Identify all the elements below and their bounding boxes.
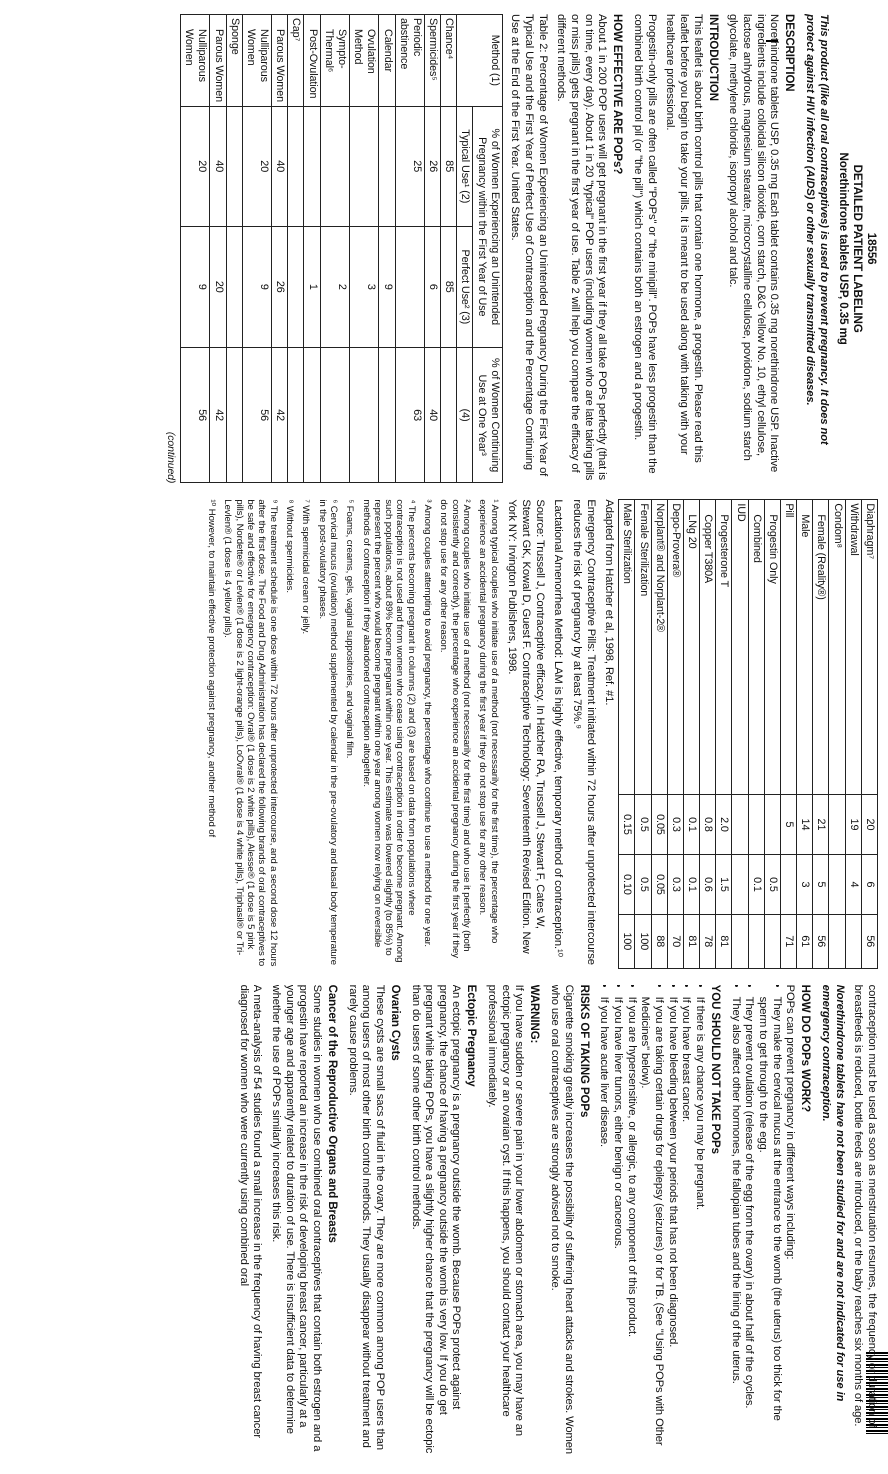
cell-continuing: 56: [813, 914, 829, 968]
footnote: ⁶ Cervical mucus (ovulation) method supplemented by calendar in the pre-ovulatory and basal body temperature in the post-ovulatory phases.: [316, 499, 339, 965]
cell-perfect: 6: [424, 226, 440, 347]
cell-continuing: 81: [716, 914, 732, 968]
warning-text: If you have sudden or severe pain in your lower abdomen or stomach area, you may have an ectopic pregnancy or an ovarian cyst. If this happens, you should contact your healthcare professional immediately.: [486, 984, 526, 1437]
footnote: ¹ Among typical couples who initiate use of a method (not necessarily for the first time), the percentage who experience an accidental pregnancy during the first year if they do not stop use for any other reason.: [477, 499, 500, 944]
continued-note: (continued): [165, 431, 178, 484]
table-row: [732, 500, 748, 968]
list-item: • If you have acute liver disease.: [597, 997, 611, 1454]
cell-perfect: 0.3: [667, 854, 683, 914]
cell-typical: 85: [441, 106, 457, 226]
cell-typical: [829, 794, 845, 854]
cell-method: Sponge: [226, 15, 242, 107]
cell-continuing: 100: [635, 914, 651, 968]
cell-method: Periodic abstinence: [395, 15, 424, 107]
cell-perfect: [732, 854, 748, 914]
emergency-note: Emergency Contraceptive Pills: Treatment initiated within 72 hours after unprotected intercourse reduces the risk of pregnancy by at least 75%.⁹: [570, 499, 597, 965]
table-row: [700, 500, 716, 968]
cell-typical: 0.5: [635, 794, 651, 854]
footnote: ¹⁰ However, to maintain effective protection against pregnancy, another method of: [206, 499, 218, 838]
cell-method: Nulliparous Women: [181, 15, 210, 107]
cell-continuing: [226, 347, 242, 482]
cell-typical: 26: [424, 106, 440, 226]
document-code: 18556: [865, 232, 878, 265]
effective-text: About 1 in 200 POP users will get pregnant in the first year if they all take POPs perfectly (that is on time, every day). About 1 in 20 "typical" POP users (including women who are late taking pills or miss pills) gets pregnant in the first year of use. Table 2 will help you compare the efficacy of different methods.: [555, 14, 609, 481]
cell-continuing: [288, 347, 304, 482]
cell-continuing: [379, 347, 395, 482]
cell-perfect: 0.1: [748, 854, 764, 914]
cell-continuing: 40: [424, 347, 440, 482]
table-row: [350, 15, 379, 483]
cell-perfect: 1: [304, 226, 320, 347]
cell-perfect: 0.10: [619, 854, 635, 914]
cell-continuing: [732, 914, 748, 968]
cell-continuing: 78: [700, 914, 716, 968]
cysts-text: These cysts are small sacs of fluid in the ovary. They are more common among POP users than among users of most other birth control methods. They usually disappear without treatment and rarely cause problems.: [346, 984, 386, 1450]
cell-continuing: 56: [181, 347, 210, 482]
introduction-paragraph-1: This leaflet is about birth control pills that contain one hormone, a progestin. Please read this leaflet before you begin to take your pills. It is meant to be used along with talking with your healthcare professional.: [664, 14, 704, 463]
cell-method: Parous Women: [210, 15, 226, 107]
cell-method: Post-Ovulation: [304, 15, 320, 107]
not-take-heading: YOU SHOULD NOT TAKE POPs: [709, 984, 722, 1154]
cell-typical: [732, 794, 748, 854]
cell-method: Diaphragm⁷: [861, 500, 877, 795]
ectopic-text: An ectopic pregnancy is a pregnancy outside the womb. Because POPs protect against pregnancy, the chance of having a pregnancy outside the womb is very low. If you do get pregnant while taking POPs, you have a slightly higher chance that the pregnancy will be ectopic than do users of some other birth control methods.: [409, 984, 463, 1454]
cell-method: Depo-Provera®: [667, 500, 683, 795]
cell-typical: [748, 794, 764, 854]
table-row: [651, 500, 667, 968]
table-row: [764, 500, 780, 968]
effective-heading: HOW EFFECTIVE ARE POPs?: [611, 14, 624, 175]
list-item: • If there is any chance you may be pregnant.: [692, 997, 706, 1454]
cell-typical: 5: [780, 794, 796, 854]
list-item: • If you have liver tumors, either benign or cancerous.: [610, 997, 624, 1454]
cell-perfect: 0.6: [700, 854, 716, 914]
cell-continuing: 42: [272, 347, 288, 482]
cell-typical: [764, 794, 780, 854]
table-row: [797, 500, 813, 968]
ectopic-heading: Ectopic Pregnancy: [465, 984, 478, 1087]
cell-perfect: 85: [441, 226, 457, 347]
list-item: • They make the cervical mucus at the entrance to the womb (the uterus) too thick for the sperm to get through to the egg.: [755, 997, 782, 1454]
cell-typical: 40: [272, 106, 288, 226]
cell-method: Ovulation Method: [350, 15, 379, 107]
table-row: [226, 15, 242, 483]
cell-typical: [304, 106, 320, 226]
cell-perfect: 5: [813, 854, 829, 914]
cancer-text: Some studies in women who use combined oral contraceptives that contain both estrogen and a progestin have reported an increase in the risk of developing breast cancer, particularly at a younger age and apparently related to duration of use. There is insufficient data to determine whether the use of POPs similarly increases this risk.: [269, 984, 323, 1452]
not-take-list: [597, 985, 706, 1454]
table-row: [210, 15, 226, 483]
list-item: • If you are taking certain drugs for epilepsy (seizures) or for TB. (See "Using POPs with Other Medicines" below).: [638, 997, 665, 1454]
cell-method: Calendar: [379, 15, 395, 107]
cell-perfect: [395, 226, 424, 347]
table-row: [845, 500, 861, 968]
cell-typical: 20: [181, 106, 210, 226]
table-row: [320, 15, 349, 483]
footnote: ³ Among couples attempting to avoid pregnancy, the percentage who continue to use a method for one year.: [422, 499, 434, 947]
cell-continuing: [748, 914, 764, 968]
lam-note: Lactational Amenorrhea Method: LAM is highly effective, temporary method of contraception.¹⁰: [552, 499, 565, 958]
table-row: [683, 500, 699, 968]
cell-method: Chance⁴: [441, 15, 457, 107]
table-row: [861, 500, 877, 968]
table-row: [813, 500, 829, 968]
cell-perfect: 0.1: [683, 854, 699, 914]
cell-method: Copper T380A: [700, 500, 716, 795]
cell-continuing: 81: [683, 914, 699, 968]
cell-method: Sympto-Thermal⁶: [320, 15, 349, 107]
adapted-note: Adapted from Hatcher et al, 1998, Ref. #1.: [603, 499, 616, 706]
cell-continuing: 70: [667, 914, 683, 968]
cell-typical: [226, 106, 242, 226]
cell-perfect: 4: [845, 854, 861, 914]
cell-continuing: [764, 914, 780, 968]
meta-analysis-text: A meta-analysis of 54 studies found a small increase in the frequency of having breast cancer diagnosed for women who were currently using combined oral: [237, 984, 264, 1439]
cell-continuing: [350, 347, 379, 482]
cell-typical: 20: [861, 794, 877, 854]
cell-continuing: 61: [797, 914, 813, 968]
footnote: ⁴ The percents becoming pregnant in columns (2) and (3) are based on data from populations where contraception is not used and from women who cease using contraception in order to become pregnant. Among such populations, about 89% become pregnant within one year. This estimate was lowered slightly (to 85%) to represent the percent who would become pregnant within one year among women now relying on reversible methods of contraception if they abandoned contraception altogether.: [360, 499, 417, 963]
footnote: ⁸ Without spermicides.: [283, 499, 295, 593]
cell-perfect: 2: [320, 226, 349, 347]
cell-perfect: 6: [861, 854, 877, 914]
cell-perfect: [288, 226, 304, 347]
cell-method: LNg 20: [683, 500, 699, 795]
cell-method: Condom⁸: [829, 500, 845, 795]
column-1: [18, 14, 878, 483]
cell-continuing: 56: [242, 347, 271, 482]
table-row: [441, 15, 457, 483]
cell-perfect: 20: [210, 226, 226, 347]
cell-method: Progesterone T: [716, 500, 732, 795]
list-item: • If you have bleeding between your periods that has not been diagnosed.: [665, 997, 679, 1454]
cell-typical: 0.05: [651, 794, 667, 854]
table-row: [635, 500, 651, 968]
cell-perfect: 1.5: [716, 854, 732, 914]
cell-continuing: 56: [861, 914, 877, 968]
cell-method: Cap⁷: [288, 15, 304, 107]
table-row: [424, 15, 440, 483]
introduction-paragraph-2: Progestin-only pills are often called "POPs" or "the minipill". POPs have less progestin than the combined birth control pil (or "the pill") which contains both an estrogen and a progestin.: [631, 14, 658, 474]
table-row: [181, 15, 210, 483]
table-header-group: % of Women Experiencing an Unintended Pregnancy within the First Year of Use: [473, 106, 502, 347]
footnote: ² Among couples who initiate use of a method (not necessarily for the first time) and who use it perfectly (both consistently and correctly), the percentage who experience an accidental pregnancy during the first year if they do not stop use for any other reason.: [438, 499, 473, 958]
cell-perfect: 0.5: [635, 854, 651, 914]
table-header-col4: (4): [457, 347, 473, 482]
cell-method: Male Sterilization: [619, 500, 635, 795]
cell-perfect: [226, 226, 242, 347]
table-row: [242, 15, 271, 483]
cell-continuing: 63: [395, 347, 424, 482]
cell-typical: [288, 106, 304, 226]
list-item: • If you have breast cancer.: [679, 997, 693, 1454]
cell-typical: 20: [242, 106, 271, 226]
table-header-continuing: % of Women Continuing Use at One Year³: [473, 347, 502, 482]
table-row: [619, 500, 635, 968]
column-2: [18, 499, 878, 968]
cell-perfect: [829, 854, 845, 914]
cell-typical: 0.8: [700, 794, 716, 854]
table-header-perfect: Perfect Use² (3): [457, 226, 473, 347]
cysts-heading: Ovarian Cysts: [388, 984, 401, 1061]
how-work-heading: HOW DO POPs WORK?: [799, 984, 812, 1113]
list-item: • If you are hypersensitive, or allergic, to any component of this product.: [624, 997, 638, 1454]
cell-typical: 21: [813, 794, 829, 854]
cell-method: Parous Women: [272, 15, 288, 107]
table-row: [829, 500, 845, 968]
cell-perfect: 3: [797, 854, 813, 914]
cell-method: Pill: [780, 500, 796, 795]
cell-method: Withdrawal: [845, 500, 861, 795]
description-text: Norethindrone tablets USP, 0.35 mg Each tablet contains 0.35 mg norethindrone USP. Inactive ingredients include colloidal silicon dioxide, corn starch, D&C Yellow No. 10, ethyl cellulose, lactose anhydrous, magnesium stearate, microcrystalline cellulose, povidone, sodium starch glycolate, methylene chloride, isopropyl alcohol and talc.: [727, 14, 781, 473]
cell-continuing: 71: [780, 914, 796, 968]
cell-method: Female (Reality®): [813, 500, 829, 795]
cell-method: Progestin Only: [764, 500, 780, 795]
footnote: ⁵ Foams, creams, gels, vaginal suppositories, and vaginal film.: [344, 499, 356, 759]
document-subtitle: Norethindrone tablets USP, 0.35 mg: [836, 152, 850, 345]
table-header-method: Method (1): [457, 15, 503, 107]
table-header-typical: Typical Use¹ (2): [457, 106, 473, 226]
cell-perfect: 3: [350, 226, 379, 347]
cell-continuing: 42: [210, 347, 226, 482]
cell-continuing: [845, 914, 861, 968]
introduction-heading: INTRODUCTION: [706, 14, 719, 101]
cell-perfect: 9: [181, 226, 210, 347]
cell-perfect: [780, 854, 796, 914]
document-header: [836, 14, 878, 483]
cell-continuing: 88: [651, 914, 667, 968]
table-caption: Table 2: Percentage of Women Experiencing an Unintended Pregnancy During the First Year of Typical Use and the First Year of Perfect Use of Contraception and the Percentage Continuing Use at the End of the First Year. United States.: [509, 14, 549, 477]
efficacy-table-part-1: [180, 14, 503, 483]
footnote: ⁹ The treatment schedule is one dose within 72 hours after unprotected intercourse, and a second dose 12 hours after the first dose. The Food and Drug Administration has declared the following brands of oral contraceptives to be safe and effective for emergency contraception: Ovral® (1 dose is 2 white pills), Alesse® (1 dose is 5 pink pills), Nordette® or Levlen® (1 dose is 2 light-orange pills), LoOvral® (1 dose is 4 white pills), Triphasil® or Tri-Levlen® (1 dose is 4 yellow pills).: [222, 499, 279, 967]
cancer-heading: Cancer of the Reproductive Organs and Breasts: [325, 984, 338, 1243]
cell-typical: 0.15: [619, 794, 635, 854]
risks-heading: RISKS OF TAKING POPs: [577, 984, 590, 1118]
cell-method: Combined: [748, 500, 764, 795]
cell-typical: [379, 106, 395, 226]
cell-typical: 40: [210, 106, 226, 226]
how-work-list: [728, 985, 783, 1454]
warning-heading: WARNING:: [528, 984, 541, 1044]
cell-typical: [350, 106, 379, 226]
cell-perfect: 9: [242, 226, 271, 347]
footnotes: [206, 499, 500, 968]
cell-continuing: [441, 347, 457, 482]
table-row: [780, 500, 796, 968]
table-row: [748, 500, 764, 968]
cell-method: Nulliparous Women: [242, 15, 271, 107]
how-work-intro: POPs can prevent pregnancy in different ways including:: [784, 984, 797, 1260]
table-row: [716, 500, 732, 968]
cell-perfect: 26: [272, 226, 288, 347]
risks-text: Cigarette smoking greatly increases the possibility of suffering heart attacks and strokes. Women who use oral contraceptives are strongly advised not to smoke.: [549, 984, 575, 1454]
cell-typical: 25: [395, 106, 424, 226]
cell-typical: [320, 106, 349, 226]
cell-perfect: 0.5: [764, 854, 780, 914]
document-title: DETAILED PATIENT LABELING: [850, 164, 864, 333]
cell-perfect: 9: [379, 226, 395, 347]
source-note: Source: Trussell J, Contraceptive efficacy. In Hatcher RA, Trussell J, Stewart F, Cates W, Stewart GK, Kowal D, Guest F. Contraceptive Technology: Seventeenth Revised Edition. New York NY: Irvington Publishers, 1998.: [506, 499, 546, 954]
column-3: [18, 985, 878, 1454]
cell-perfect: 0.05: [651, 854, 667, 914]
cell-typical: 19: [845, 794, 861, 854]
cell-method: Female Sterilization: [635, 500, 651, 795]
not-studied-note: Norethindrone tablets have not been studied for and are not indicated for use in emergency contraception.: [820, 984, 846, 1402]
table-row: [304, 15, 320, 483]
list-item: • They also affect other hormones, the fallopian tubes and the lining of the uterus.: [728, 997, 742, 1454]
footnote: ⁷ With spermicidal cream or jelly.: [300, 499, 312, 635]
hiv-warning: This product (like all oral contraceptives) is used to prevent pregnancy. It does not protect against HIV infection (AIDS) or other sexually transmitted diseases.: [803, 14, 830, 445]
table-row: [288, 15, 304, 483]
table-row: [667, 500, 683, 968]
cell-method: Male: [797, 500, 813, 795]
cell-typical: 0.1: [683, 794, 699, 854]
continuation-text: contraception must be used as soon as menstruation resumes, the frequency or duration of breastfeeds is reduced, bottle feeds are introduced, or the baby reaches six months of age.: [852, 984, 878, 1428]
cell-method: Norplant® and Norplant-2®: [651, 500, 667, 795]
table-row: [379, 15, 395, 483]
table-row: [395, 15, 424, 483]
cell-method: IUD: [732, 500, 748, 795]
cell-typical: 14: [797, 794, 813, 854]
list-item: • They prevent ovulation (release of the egg from the ovary) in about half of the cycles.: [742, 997, 756, 1454]
table-row: [272, 15, 288, 483]
cell-continuing: 100: [619, 914, 635, 968]
cell-continuing: [304, 347, 320, 482]
cell-continuing: [320, 347, 349, 482]
cell-typical: 2.0: [716, 794, 732, 854]
cell-method: Spermicides⁵: [424, 15, 440, 107]
efficacy-table-part-2: [618, 499, 878, 968]
cell-continuing: [829, 914, 845, 968]
description-heading: DESCRIPTION: [783, 14, 796, 92]
cell-typical: 0.3: [667, 794, 683, 854]
